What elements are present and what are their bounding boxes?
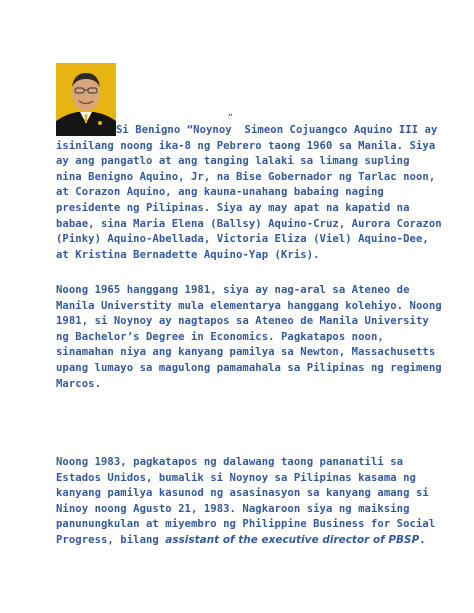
- text-line: Noong 1965 hanggang 1981, siya ay nag-aral sa Ateneo de: [56, 284, 410, 296]
- orphan-quote-mark: „: [228, 108, 233, 118]
- text-line: Marcos.: [56, 377, 101, 390]
- text-line: Estados Unidos, bumalik si Noynoy sa Pilipinas kasama ng: [56, 471, 416, 484]
- text-line-suffix: .: [419, 533, 426, 546]
- text-line: sinamahan niya ang kanyang pamilya sa Newton, Massachusetts: [56, 346, 436, 359]
- text-line-prefix: Progress, bilang: [56, 533, 166, 546]
- text-line: Manila Universtity mula elementarya hanggang kolehiyo. Noong: [56, 299, 442, 312]
- text-line: (Pinky) Aquino-Abellada, Victoria Eliza (Viel) Aquino-Dee,: [56, 233, 429, 246]
- text-line: Noong 1983, pagkatapos ng dalawang taong pananatili sa: [56, 456, 404, 468]
- text-line: 1981, si Noynoy ay nagtapos sa Ateneo de Manila University: [56, 315, 429, 328]
- italic-emphasis: assistant of the executive director of PBSP: [165, 533, 420, 546]
- text-line: kanyang pamilya kasunod ng asasinasyon sa kanyang amang si: [56, 487, 429, 500]
- text-line: presidente ng Pilipinas. Siya ay may apat na kapatid na: [56, 201, 410, 214]
- text-line: panunungkulan at miyembro ng Philippine Business for Social: [56, 518, 436, 531]
- text-line: ng Bachelor’s Degree in Economics. Pagkatapos noon,: [56, 330, 384, 343]
- text-line-last: [56, 533, 436, 549]
- text-line: upang lumayo sa magulong pamamahala sa Pilipinas ng regimeng: [56, 361, 442, 374]
- text-line: isinilang noong ika-8 ng Pebrero taong 1960 sa Manila. Siya: [56, 139, 436, 152]
- text-line: Ninoy noong Agusto 21, 1983. Nagkaroon siya ng maiksing: [56, 502, 410, 515]
- text-line: nina Benigno Aquino, Jr, na Bise Gobernador ng Tarlac noon,: [56, 170, 436, 183]
- text-line: ay ang pangatlo at ang tanging lalaki sa limang supling: [56, 155, 410, 168]
- paragraph-education: [56, 283, 442, 392]
- text-line: babae, sina Maria Elena (Ballsy) Aquino-Cruz, Aurora Corazon: [56, 217, 442, 230]
- text-line: Si Benigno “Noynoy Simeon Cojuangco Aquino III ay: [116, 124, 438, 136]
- paragraph-return-to-philippines: [56, 455, 436, 549]
- text-line: at Kristina Bernadette Aquino-Yap (Kris).: [56, 248, 320, 261]
- text-line: at Corazon Aquino, ang kauna-unahang babaing naging: [56, 186, 384, 199]
- paragraph-biography-intro: [56, 123, 442, 263]
